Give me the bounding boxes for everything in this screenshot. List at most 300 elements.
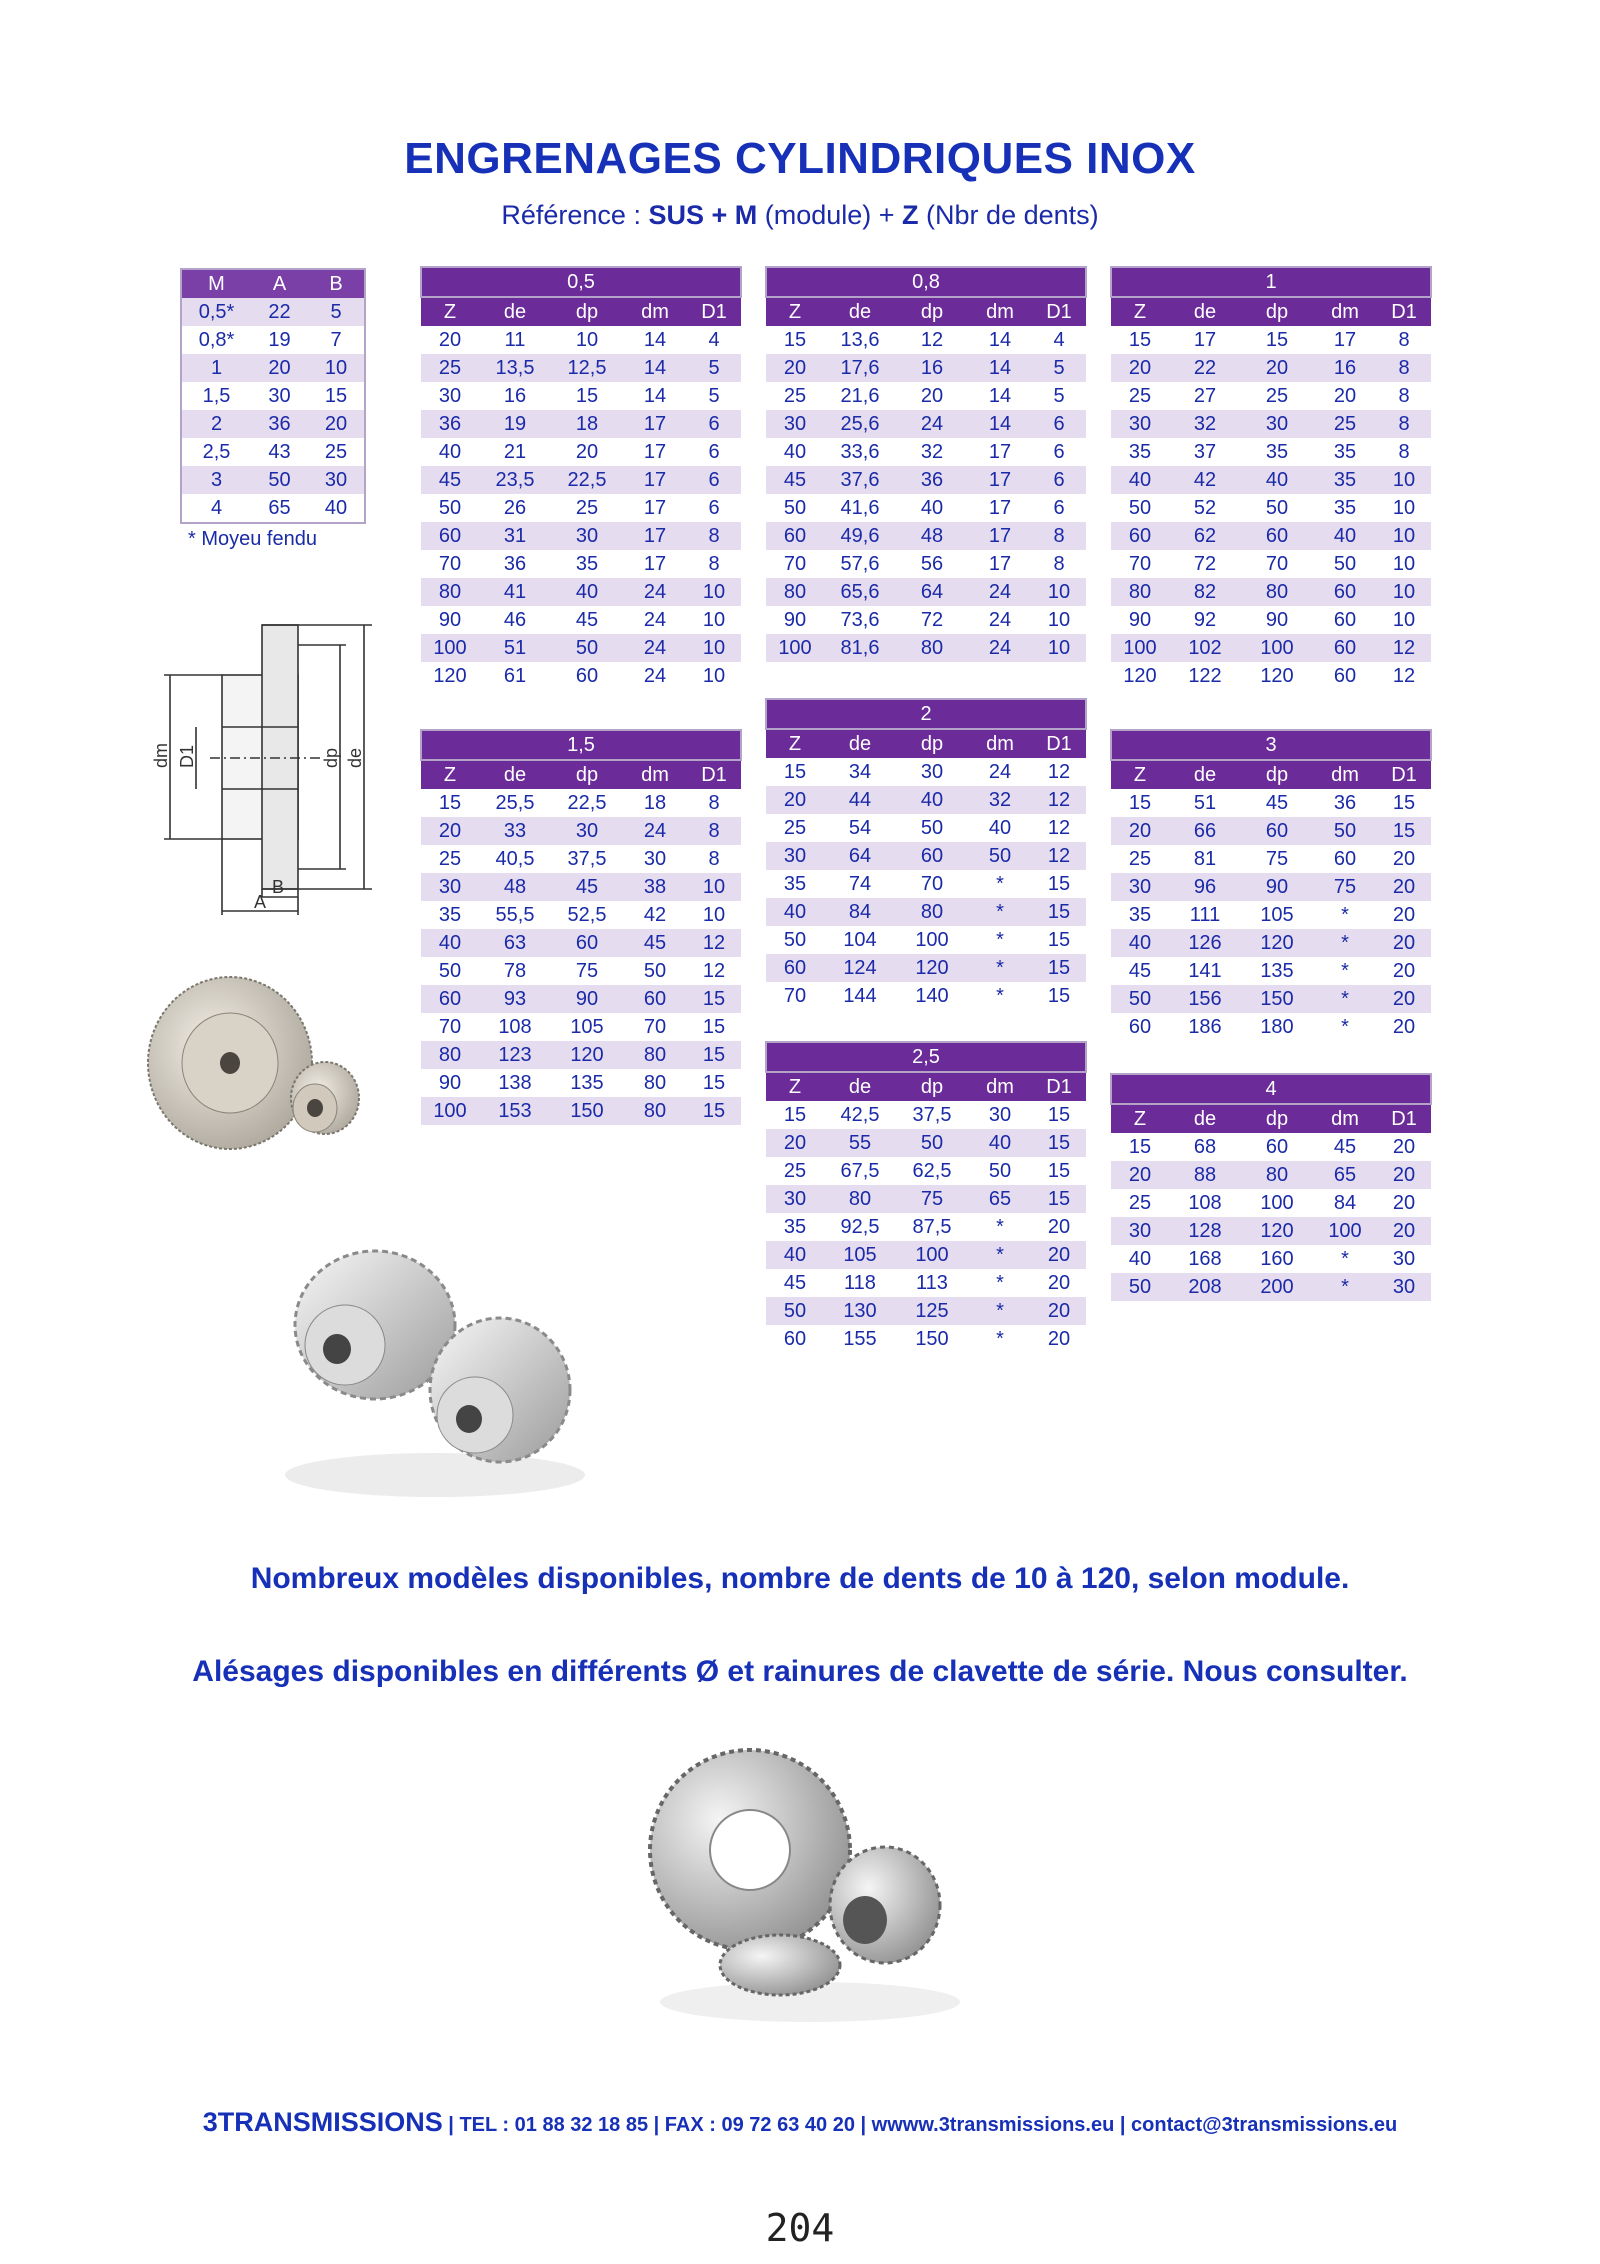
table-cell: 8 xyxy=(1032,550,1086,578)
table-cell: 50 xyxy=(766,926,824,954)
module-title: 0,8 xyxy=(766,267,1086,297)
table-cell: 50 xyxy=(766,494,824,522)
table-cell: 4 xyxy=(1032,326,1086,354)
table-cell: 25 xyxy=(766,1157,824,1185)
table-cell: 15 xyxy=(1032,1185,1086,1213)
table-cell: 120 xyxy=(896,954,968,982)
table-cell: 60 xyxy=(896,842,968,870)
table-cell: 10 xyxy=(1377,578,1431,606)
table-cell: 128 xyxy=(1169,1217,1241,1245)
table-cell: 35 xyxy=(1313,494,1377,522)
table-row xyxy=(766,842,1086,870)
table-cell: 126 xyxy=(1169,929,1241,957)
table-cell: 15 xyxy=(1111,326,1169,354)
table-cell: 14 xyxy=(968,410,1032,438)
table-row xyxy=(1111,606,1431,634)
table-cell: 8 xyxy=(687,817,741,845)
module-table xyxy=(1110,266,1432,690)
table-cell: 24 xyxy=(968,606,1032,634)
table-cell: 36 xyxy=(1313,789,1377,817)
table-cell: 20 xyxy=(1377,957,1431,985)
table-cell: 15 xyxy=(1111,1133,1169,1161)
table-cell: 96 xyxy=(1169,873,1241,901)
table-cell: 14 xyxy=(623,326,687,354)
table-cell: 35 xyxy=(421,901,479,929)
table-cell: 44 xyxy=(824,786,896,814)
table-cell: 6 xyxy=(687,494,741,522)
table-cell: 70 xyxy=(421,550,479,578)
table-cell: 50 xyxy=(1241,494,1313,522)
module-table xyxy=(765,698,1087,1010)
table-cell: 21,6 xyxy=(824,382,896,410)
table-cell: 100 xyxy=(896,926,968,954)
table-cell: 6 xyxy=(1032,438,1086,466)
table-cell: 30 xyxy=(551,817,623,845)
table-cell: 60 xyxy=(1313,662,1377,690)
table-cell: 140 xyxy=(896,982,968,1010)
table-cell: 90 xyxy=(421,1069,479,1097)
column-header: dm xyxy=(1313,1104,1377,1133)
table-cell: 15 xyxy=(1032,870,1086,898)
mab-header-cell: A xyxy=(251,269,308,298)
table-row xyxy=(766,982,1086,1010)
table-cell: 35 xyxy=(1313,466,1377,494)
column-header: de xyxy=(1169,1104,1241,1133)
mab-cell: 2 xyxy=(181,410,251,438)
table-cell: 12 xyxy=(687,929,741,957)
table-cell: 65 xyxy=(1313,1161,1377,1189)
column-header: D1 xyxy=(1032,729,1086,758)
table-row xyxy=(1111,410,1431,438)
module-table xyxy=(420,266,742,690)
table-row xyxy=(766,606,1086,634)
table-cell: 123 xyxy=(479,1041,551,1069)
table-row xyxy=(766,410,1086,438)
table-cell: 25 xyxy=(766,814,824,842)
table-cell: 14 xyxy=(968,354,1032,382)
table-cell: 55,5 xyxy=(479,901,551,929)
table-cell: 32 xyxy=(968,786,1032,814)
table-cell: 24 xyxy=(968,634,1032,662)
table-cell: 10 xyxy=(551,326,623,354)
table-cell: * xyxy=(1313,1013,1377,1041)
table-cell: 20 xyxy=(1377,901,1431,929)
table-cell: 10 xyxy=(1032,606,1086,634)
table-cell: 24 xyxy=(968,578,1032,606)
table-cell: 50 xyxy=(896,814,968,842)
table-cell: * xyxy=(1313,929,1377,957)
table-cell: 14 xyxy=(968,382,1032,410)
column-header: D1 xyxy=(1377,1104,1431,1133)
table-cell: 70 xyxy=(623,1013,687,1041)
table-cell: 10 xyxy=(687,606,741,634)
table-row xyxy=(766,814,1086,842)
table-cell: 100 xyxy=(421,634,479,662)
table-cell: 45 xyxy=(1313,1133,1377,1161)
footer-brand: 3TRANSMISSIONS xyxy=(202,2107,443,2137)
table-cell: 60 xyxy=(1241,522,1313,550)
table-cell: 60 xyxy=(1111,1013,1169,1041)
table-cell: 10 xyxy=(687,873,741,901)
table-cell: 12 xyxy=(1032,786,1086,814)
mab-cell: 7 xyxy=(308,326,365,354)
table-cell: 25 xyxy=(1313,410,1377,438)
table-cell: 155 xyxy=(824,1325,896,1353)
table-row xyxy=(1111,1217,1431,1245)
table-cell: 80 xyxy=(623,1069,687,1097)
table-cell: 80 xyxy=(896,898,968,926)
table-cell: 24 xyxy=(623,634,687,662)
table-cell: 30 xyxy=(1377,1245,1431,1273)
table-cell: * xyxy=(1313,1245,1377,1273)
table-cell: 20 xyxy=(896,382,968,410)
table-cell: 33 xyxy=(479,817,551,845)
column-header: de xyxy=(1169,760,1241,789)
table-cell: 41,6 xyxy=(824,494,896,522)
table-cell: 35 xyxy=(1241,438,1313,466)
table-cell: 50 xyxy=(896,1129,968,1157)
module-title: 1,5 xyxy=(421,730,741,760)
table-cell: 37,6 xyxy=(824,466,896,494)
table-row xyxy=(421,354,741,382)
table-row xyxy=(766,326,1086,354)
table-cell: 156 xyxy=(1169,985,1241,1013)
table-cell: 113 xyxy=(896,1269,968,1297)
table-cell: * xyxy=(1313,957,1377,985)
table-row xyxy=(1111,957,1431,985)
table-cell: 65 xyxy=(968,1185,1032,1213)
table-row xyxy=(1111,662,1431,690)
table-cell: 30 xyxy=(623,845,687,873)
table-cell: 32 xyxy=(896,438,968,466)
table-cell: 50 xyxy=(1313,817,1377,845)
table-cell: 40 xyxy=(421,438,479,466)
table-cell: 8 xyxy=(1377,354,1431,382)
table-cell: 45 xyxy=(766,466,824,494)
table-cell: 42 xyxy=(623,901,687,929)
table-cell: 120 xyxy=(421,662,479,690)
table-cell: 41 xyxy=(479,578,551,606)
table-row xyxy=(766,786,1086,814)
table-cell: 24 xyxy=(623,817,687,845)
table-row xyxy=(421,817,741,845)
table-cell: 30 xyxy=(1111,873,1169,901)
table-cell: 20 xyxy=(1377,985,1431,1013)
module-table xyxy=(420,729,742,1125)
table-cell: 5 xyxy=(1032,354,1086,382)
table-cell: * xyxy=(968,870,1032,898)
table-cell: 90 xyxy=(551,985,623,1013)
table-cell: 20 xyxy=(1377,873,1431,901)
column-header: dp xyxy=(896,1072,968,1101)
table-cell: 62,5 xyxy=(896,1157,968,1185)
table-cell: 45 xyxy=(551,873,623,901)
table-cell: 15 xyxy=(1032,1157,1086,1185)
table-cell: * xyxy=(968,926,1032,954)
table-cell: 30 xyxy=(968,1101,1032,1129)
table-cell: 92 xyxy=(1169,606,1241,634)
table-cell: 15 xyxy=(687,1013,741,1041)
table-cell: 20 xyxy=(1377,1217,1431,1245)
mab-cell: 43 xyxy=(251,438,308,466)
column-header: dp xyxy=(1241,1104,1313,1133)
table-cell: 50 xyxy=(766,1297,824,1325)
table-row xyxy=(421,845,741,873)
table-cell: 12 xyxy=(687,957,741,985)
table-cell: 80 xyxy=(824,1185,896,1213)
table-cell: 62 xyxy=(1169,522,1241,550)
mab-cell: 2,5 xyxy=(181,438,251,466)
table-cell: 14 xyxy=(623,382,687,410)
table-cell: 120 xyxy=(1111,662,1169,690)
table-cell: 60 xyxy=(551,929,623,957)
table-cell: 100 xyxy=(1111,634,1169,662)
table-cell: 80 xyxy=(766,578,824,606)
table-cell: 17 xyxy=(968,522,1032,550)
table-cell: 45 xyxy=(1111,957,1169,985)
table-row xyxy=(766,438,1086,466)
table-cell: 20 xyxy=(421,326,479,354)
table-cell: 31 xyxy=(479,522,551,550)
table-cell: 40 xyxy=(1111,929,1169,957)
table-cell: 144 xyxy=(824,982,896,1010)
mab-cell: 20 xyxy=(308,410,365,438)
table-cell: 90 xyxy=(421,606,479,634)
table-cell: 10 xyxy=(687,662,741,690)
table-cell: 60 xyxy=(1313,578,1377,606)
table-cell: 60 xyxy=(1111,522,1169,550)
table-row xyxy=(421,929,741,957)
table-row xyxy=(421,662,741,690)
column-header: Z xyxy=(766,729,824,758)
table-cell: 17 xyxy=(968,550,1032,578)
column-header: D1 xyxy=(1377,760,1431,789)
table-cell: 20 xyxy=(1241,354,1313,382)
table-cell: 78 xyxy=(479,957,551,985)
table-cell: 20 xyxy=(766,786,824,814)
column-header: dm xyxy=(968,1072,1032,1101)
table-cell: 60 xyxy=(551,662,623,690)
table-cell: 6 xyxy=(687,438,741,466)
table-cell: 6 xyxy=(1032,466,1086,494)
table-cell: 8 xyxy=(687,845,741,873)
table-cell: 104 xyxy=(824,926,896,954)
table-cell: * xyxy=(968,1241,1032,1269)
table-row xyxy=(766,1185,1086,1213)
column-header: Z xyxy=(421,297,479,326)
mab-header-cell: B xyxy=(308,269,365,298)
table-cell: 26 xyxy=(479,494,551,522)
table-cell: 30 xyxy=(896,758,968,786)
table-row xyxy=(766,550,1086,578)
reference-line xyxy=(0,200,1600,231)
column-header: de xyxy=(824,729,896,758)
mab-cell: 0,5* xyxy=(181,298,251,326)
table-cell: * xyxy=(968,1297,1032,1325)
table-row xyxy=(766,522,1086,550)
table-cell: 5 xyxy=(687,382,741,410)
table-row xyxy=(1111,1189,1431,1217)
table-cell: 38 xyxy=(623,873,687,901)
gear-photo-group xyxy=(640,1740,970,2030)
table-cell: 8 xyxy=(1377,438,1431,466)
table-cell: 81,6 xyxy=(824,634,896,662)
table-cell: 50 xyxy=(421,494,479,522)
column-header: Z xyxy=(1111,297,1169,326)
table-cell: 15 xyxy=(766,1101,824,1129)
table-cell: 25 xyxy=(421,354,479,382)
table-cell: 40 xyxy=(766,438,824,466)
table-cell: 16 xyxy=(896,354,968,382)
table-cell: 40 xyxy=(1313,522,1377,550)
table-cell: 80 xyxy=(896,634,968,662)
table-cell: 16 xyxy=(479,382,551,410)
table-cell: 25 xyxy=(1111,382,1169,410)
table-cell: 24 xyxy=(623,662,687,690)
table-row xyxy=(421,550,741,578)
table-cell: 40 xyxy=(896,786,968,814)
table-cell: 90 xyxy=(766,606,824,634)
table-cell: 22 xyxy=(1169,354,1241,382)
table-cell: 12 xyxy=(896,326,968,354)
table-row xyxy=(766,1129,1086,1157)
table-row xyxy=(421,522,741,550)
page-title: ENGRENAGES CYLINDRIQUES INOX xyxy=(404,134,1196,183)
table-row xyxy=(1111,466,1431,494)
table-cell: 42,5 xyxy=(824,1101,896,1129)
table-row xyxy=(766,954,1086,982)
table-cell: 186 xyxy=(1169,1013,1241,1041)
table-cell: 60 xyxy=(421,985,479,1013)
table-cell: 52 xyxy=(1169,494,1241,522)
table-cell: 65,6 xyxy=(824,578,896,606)
table-cell: 54 xyxy=(824,814,896,842)
column-header: D1 xyxy=(1032,1072,1086,1101)
table-cell: 138 xyxy=(479,1069,551,1097)
table-cell: 100 xyxy=(896,1241,968,1269)
table-cell: 25,5 xyxy=(479,789,551,817)
mab-cell: 5 xyxy=(308,298,365,326)
table-cell: 35 xyxy=(551,550,623,578)
table-cell: 30 xyxy=(766,1185,824,1213)
column-header: dm xyxy=(623,760,687,789)
table-cell: 60 xyxy=(766,1325,824,1353)
table-cell: 75 xyxy=(1241,845,1313,873)
table-cell: 49,6 xyxy=(824,522,896,550)
table-cell: 180 xyxy=(1241,1013,1313,1041)
reference-module: (module) + xyxy=(757,200,903,230)
table-cell: 75 xyxy=(896,1185,968,1213)
table-cell: 15 xyxy=(1241,326,1313,354)
table-cell: 17 xyxy=(623,550,687,578)
table-cell: 46 xyxy=(479,606,551,634)
table-row xyxy=(766,494,1086,522)
table-cell: 74 xyxy=(824,870,896,898)
table-cell: 15 xyxy=(1032,898,1086,926)
column-header: Z xyxy=(1111,1104,1169,1133)
table-cell: 12 xyxy=(1032,814,1086,842)
table-row xyxy=(421,326,741,354)
mab-row xyxy=(181,298,365,326)
table-row xyxy=(1111,1133,1431,1161)
table-cell: 12,5 xyxy=(551,354,623,382)
table-cell: 35 xyxy=(1313,438,1377,466)
table-cell: 20 xyxy=(1377,1013,1431,1041)
d1-label: D1 xyxy=(177,744,197,768)
table-cell: 60 xyxy=(766,522,824,550)
table-cell: 135 xyxy=(1241,957,1313,985)
table-row xyxy=(1111,438,1431,466)
table-cell: 24 xyxy=(896,410,968,438)
table-cell: 17 xyxy=(1313,326,1377,354)
table-cell: 122 xyxy=(1169,662,1241,690)
table-cell: 25 xyxy=(1111,845,1169,873)
table-cell: 80 xyxy=(623,1097,687,1125)
table-cell: 50 xyxy=(1111,1273,1169,1301)
table-cell: 15 xyxy=(766,758,824,786)
table-cell: 61 xyxy=(479,662,551,690)
table-cell: 100 xyxy=(766,634,824,662)
table-row xyxy=(1111,326,1431,354)
table-cell: 5 xyxy=(1032,382,1086,410)
table-cell: 6 xyxy=(1032,410,1086,438)
table-cell: 15 xyxy=(687,985,741,1013)
table-cell: 20 xyxy=(1111,354,1169,382)
table-cell: 21 xyxy=(479,438,551,466)
table-cell: 25 xyxy=(766,382,824,410)
mab-row xyxy=(181,326,365,354)
table-cell: 19 xyxy=(479,410,551,438)
mab-row xyxy=(181,354,365,382)
table-cell: 200 xyxy=(1241,1273,1313,1301)
table-cell: 10 xyxy=(687,634,741,662)
table-cell: 40 xyxy=(766,898,824,926)
mab-cell: 22 xyxy=(251,298,308,326)
table-cell: 20 xyxy=(1032,1241,1086,1269)
table-cell: 150 xyxy=(896,1325,968,1353)
table-row xyxy=(766,382,1086,410)
table-cell: 17,6 xyxy=(824,354,896,382)
reference-prefix: Référence : xyxy=(501,200,649,230)
table-cell: 87,5 xyxy=(896,1213,968,1241)
table-cell: 84 xyxy=(1313,1189,1377,1217)
table-cell: 15 xyxy=(1032,954,1086,982)
table-cell: 90 xyxy=(1241,873,1313,901)
table-cell: 32 xyxy=(1169,410,1241,438)
table-cell: 40 xyxy=(896,494,968,522)
table-cell: 72 xyxy=(1169,550,1241,578)
reference-z: Z xyxy=(902,200,919,230)
table-cell: 15 xyxy=(687,1097,741,1125)
table-cell: 100 xyxy=(1313,1217,1377,1245)
column-header: dm xyxy=(1313,297,1377,326)
table-cell: 27 xyxy=(1169,382,1241,410)
table-cell: 45 xyxy=(1241,789,1313,817)
table-cell: 24 xyxy=(623,606,687,634)
table-cell: 51 xyxy=(1169,789,1241,817)
table-cell: 88 xyxy=(1169,1161,1241,1189)
table-cell: 30 xyxy=(1111,410,1169,438)
table-cell: 17 xyxy=(623,438,687,466)
table-cell: 40 xyxy=(551,578,623,606)
table-cell: 55 xyxy=(824,1129,896,1157)
table-row xyxy=(766,466,1086,494)
table-row xyxy=(421,410,741,438)
table-cell: 40 xyxy=(1241,466,1313,494)
models-note: Nombreux modèles disponibles, nombre de dents de 10 à 120, selon module. xyxy=(250,1562,1350,1595)
table-cell: 36 xyxy=(421,410,479,438)
table-cell: 8 xyxy=(1377,382,1431,410)
